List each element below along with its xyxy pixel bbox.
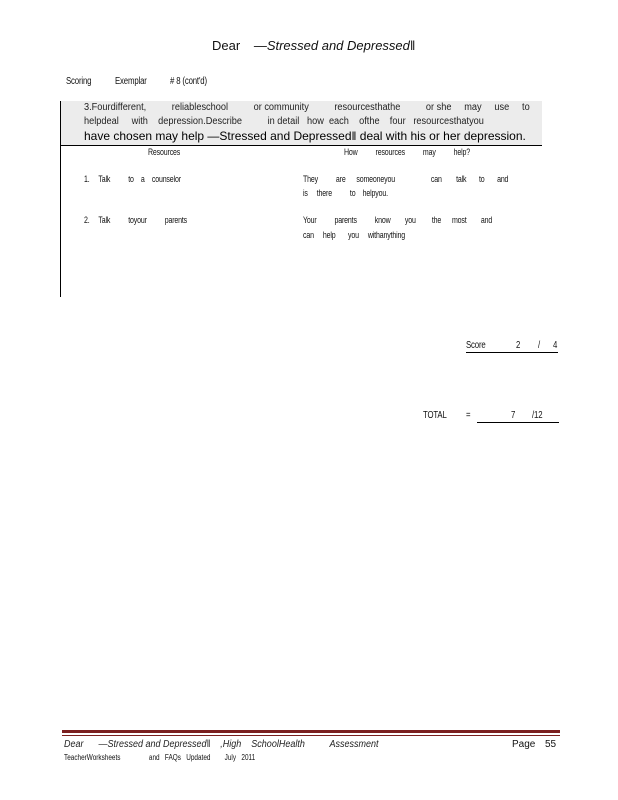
score-label: Score: [466, 340, 486, 351]
help-2-line-1: Your parents know you the most and: [303, 215, 493, 225]
resource-2: 2. Talk toyour parents: [84, 215, 188, 225]
total-max: /12: [532, 410, 543, 421]
total-line: [477, 410, 559, 423]
footer-rule: [62, 730, 560, 733]
question-line-2: helpdeal with depression.Describe in detail how each ofthe four resourcesthatyou: [84, 116, 484, 127]
help-1-line-2: is there to helpyou.: [303, 188, 388, 198]
score-max: 4: [553, 340, 558, 351]
question-line-3: have chosen may help —Stressed and Depressed‖ deal with his or her depression.: [84, 129, 526, 143]
exemplar-label: Exemplar: [115, 76, 147, 87]
resource-1: 1. Talk to a counselor: [84, 174, 181, 184]
total-equals: =: [466, 410, 471, 421]
footer-subtitle: TeacherWorksheets and FAQs Updated July 2011: [64, 753, 256, 762]
title-prefix: Dear: [212, 38, 241, 53]
total-label: TOTAL: [423, 410, 447, 421]
help-2-line-2: can help you withanything: [303, 230, 406, 240]
scoring-label: Scoring: [66, 76, 92, 87]
document-title: [212, 38, 415, 53]
footer-rule-thin: [62, 735, 560, 736]
score-separator: /: [538, 340, 541, 351]
total-value: 7: [511, 410, 516, 421]
footer-page-number: 55: [545, 739, 557, 750]
left-border: [60, 101, 61, 297]
score-line: [466, 340, 558, 353]
footer-title: Dear —Stressed and Depressed‖ ,High SchoolHealth Assessment: [64, 739, 379, 750]
question-line-1: 3.Fourdifferent, reliableschool or community resourcesthathe or she may use to: [84, 102, 530, 113]
col-header-how-help: How resources may help?: [344, 147, 471, 157]
col-header-resources: Resources: [148, 147, 181, 157]
score-value: 2: [516, 340, 521, 351]
exemplar-number: # 8 (cont'd): [170, 76, 207, 87]
question-divider: [60, 145, 542, 146]
help-1-line-1: They are someoneyou can talk to and: [303, 174, 509, 184]
title-main: —Stressed and Depressed‖: [253, 38, 416, 53]
footer-page-label: Page: [512, 739, 536, 750]
